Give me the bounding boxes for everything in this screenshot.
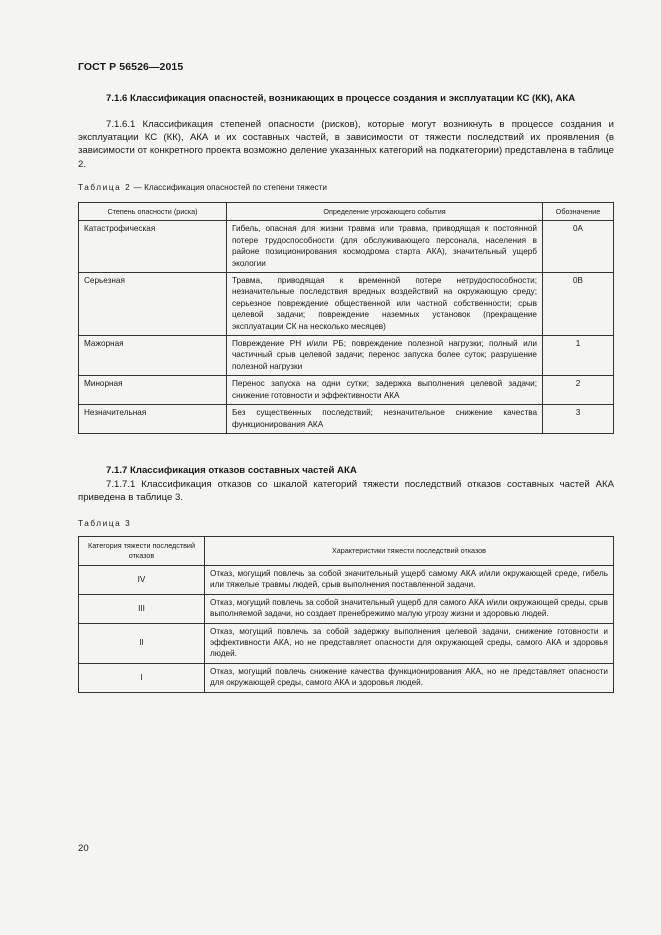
col-header-characteristics: Характеристики тяжести последствий отказов [205, 537, 614, 566]
cell-code: 1 [543, 336, 614, 376]
cell-category: III [79, 594, 205, 623]
cell-definition: Без существенных последствий; незначительное снижение качества функционирования АКА [227, 405, 543, 434]
cell-severity: Серьезная [79, 273, 227, 336]
section-716-title: 7.1.6 Классификация опасностей, возникающих в процессе создания и эксплуатации КС (КК), АКА [106, 93, 576, 104]
table-row [79, 273, 614, 336]
hazard-classification-table [78, 202, 614, 434]
cell-category: IV [79, 566, 205, 595]
table2-caption [78, 183, 327, 192]
cell-definition: Перенос запуска на одни сутки; задержка выполнения целевой задачи; снижение готовности и эффективности АКА [227, 376, 543, 405]
table-row [79, 623, 614, 663]
table-row [79, 594, 614, 623]
cell-severity: Незначительная [79, 405, 227, 434]
table3-caption [78, 519, 131, 528]
cell-characteristics: Отказ, могущий повлечь снижение качества функционирования АКА, но не представляет опасности для окружающей среды, самого АКА и здоровья людей. [205, 663, 614, 692]
table3-caption-label: Таблица 3 [78, 519, 132, 528]
cell-definition: Повреждение РН и/или РБ; повреждение полезной нагрузки; полный или частичный срыв целевой задачи; перенос запуска более суток; разрушение полезной нагрузки [227, 336, 543, 376]
col-header-code: Обозначение [543, 203, 614, 221]
cell-definition: Травма, приводящая к временной потере нетрудоспособности; незначительные последствия вредных воздействий на окружающую среду; серьезное повреждение общественной или частной собственности; срыв целевой задачи; повреждение наземных установок (прекращение эксплуатации СК на несколько месяцев) [227, 273, 543, 336]
cell-code: 0А [543, 221, 614, 273]
table-header-row [79, 537, 614, 566]
document-header: ГОСТ Р 56526—2015 [78, 61, 184, 73]
cell-code: 0В [543, 273, 614, 336]
table2-caption-text: — Классификация опасностей по степени тяжести [131, 183, 327, 192]
col-header-severity: Степень опасности (риска) [79, 203, 227, 221]
cell-severity: Минорная [79, 376, 227, 405]
cell-characteristics: Отказ, могущий повлечь за собой значительный ущерб самому АКА и/или окружающей среде, гибель или тяжелые травмы людей, срыв выполнения поставленной задачи. [205, 566, 614, 595]
cell-code: 2 [543, 376, 614, 405]
cell-category: II [79, 623, 205, 663]
cell-code: 3 [543, 405, 614, 434]
table-row [79, 376, 614, 405]
section-717-paragraph: 7.1.7.1 Классификация отказов со шкалой категорий тяжести последствий отказов составных частей АКА приведена в таблице 3. [78, 479, 614, 504]
table-row [79, 221, 614, 273]
cell-severity: Катастрофическая [79, 221, 227, 273]
section-717-title: 7.1.7 Классификация отказов составных частей АКА [106, 465, 357, 476]
table2-caption-label: Таблица 2 [78, 183, 132, 192]
cell-characteristics: Отказ, могущий повлечь за собой задержку выполнения целевой задачи, снижение готовности и эффективности АКА, но не представляет опасности для окружающей среды, самого АКА и здоровья людей. [205, 623, 614, 663]
cell-characteristics: Отказ, могущий повлечь за собой значительный ущерб для самого АКА и/или окружающей среды, срыв выполняемой задачи, но создает пренебрежимо малую угрозу жизни и здоровью людей. [205, 594, 614, 623]
failure-classification-table [78, 536, 614, 693]
cell-severity: Мажорная [79, 336, 227, 376]
table-row [79, 336, 614, 376]
col-header-definition: Определение угрожающего события [227, 203, 543, 221]
section-716-paragraph: 7.1.6.1 Классификация степеней опасности (рисков), которые могут возникнуть в процессе создания и эксплуатации КС (КК), АКА и их составных частей, в зависимости от тяжести последствий их проявления (в зависимости от конкретного проекта возможно деление указанных категорий на подкатегории) представлена в таблице 2. [78, 119, 614, 170]
table-row [79, 566, 614, 595]
cell-definition: Гибель, опасная для жизни травма или травма, приводящая к постоянной потере трудоспособности (для обслуживающего персонала, населения в районе позиционирования космодрома старта АКА), значительный ущерб экологии [227, 221, 543, 273]
col-header-category: Категория тяжести последствий отказов [79, 537, 205, 566]
table-row [79, 663, 614, 692]
table-row [79, 405, 614, 434]
cell-category: I [79, 663, 205, 692]
table-header-row [79, 203, 614, 221]
page-number: 20 [78, 843, 89, 854]
